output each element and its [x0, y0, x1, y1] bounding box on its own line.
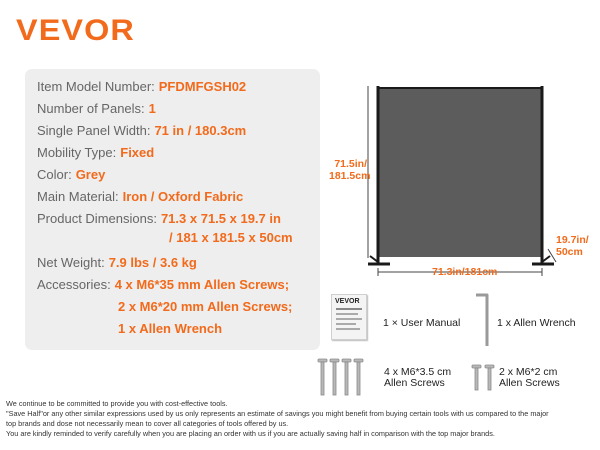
disclaimer-line: "Save Half"or any other similar expressions used by us only represents an estimate of savings you might benefit from buying certain tools with us compared to the major	[6, 409, 549, 418]
brand-logo: VEVOR	[16, 14, 135, 47]
spec-dimensions-metric: / 181 x 181.5 x 50cm	[169, 230, 293, 245]
depth-label-line1: 19.7in/	[556, 234, 589, 246]
user-manual-icon	[331, 294, 367, 340]
user-manual-label: 1 × User Manual	[383, 317, 461, 329]
short-screws-icon	[470, 364, 500, 392]
disclaimer-line: You are kindly reminded to verify carefully when you are placing an order with us if you are actually saving half in comparison with the top major brands.	[6, 429, 495, 438]
depth-label-line2: 50cm	[556, 246, 583, 258]
disclaimer-line: We continue to be committed to provide you with cost-effective tools.	[6, 399, 228, 408]
short-screws-line1: 2 x M6*2 cm	[499, 366, 558, 378]
spec-label: Main Material:	[37, 189, 119, 204]
long-screws-line1: 4 x M6*3.5 cm	[384, 366, 452, 378]
spec-label: Mobility Type:	[37, 145, 117, 160]
privacy-screen-icon	[368, 86, 554, 264]
short-screws-label	[499, 367, 560, 389]
long-screws-icon	[316, 358, 376, 398]
spec-label: Number of Panels:	[37, 101, 145, 116]
spec-value: Iron / Oxford Fabric	[122, 189, 244, 204]
spec-accessories-line3: 1 x Allen Wrench	[118, 321, 223, 336]
spec-label: Accessories:	[37, 277, 111, 292]
spec-value: 7.9 lbs / 3.6 kg	[108, 255, 197, 270]
spec-label: Product Dimensions:	[37, 211, 157, 226]
disclaimer	[6, 399, 598, 439]
allen-wrench-label: 1 x Allen Wrench	[497, 317, 576, 329]
short-screws-line2: Allen Screws	[499, 377, 560, 389]
allen-wrench-icon	[474, 292, 494, 348]
height-dimension-label	[329, 158, 371, 182]
spec-value: Grey	[75, 167, 106, 182]
depth-dimension-label	[556, 234, 589, 258]
long-screws-line2: Allen Screws	[384, 377, 445, 389]
spec-label: Single Panel Width:	[37, 123, 151, 138]
spec-label: Color:	[37, 167, 72, 182]
spec-label: Net Weight:	[37, 255, 105, 270]
spec-value: PFDMFGSH02	[158, 79, 247, 94]
width-dimension-label: 71.3in/181cm	[432, 266, 498, 278]
spec-value: 71.3 x 71.5 x 19.7 in	[160, 211, 281, 226]
spec-accessories-line2: 2 x M6*20 mm Allen Screws;	[118, 299, 293, 314]
spec-value: 71 in / 180.3cm	[154, 123, 247, 138]
long-screws-label	[384, 367, 451, 389]
spec-value: 4 x M6*35 mm Allen Screws;	[114, 277, 290, 292]
height-label-line2: 181.5cm	[329, 170, 371, 182]
manual-brand-text: VEVOR	[335, 298, 360, 305]
spec-value: Fixed	[120, 145, 155, 160]
spec-label: Item Model Number:	[37, 79, 155, 94]
disclaimer-line: top brands and dose not necessarily mean to cover all categories of tools offered by us.	[6, 419, 289, 428]
spec-value: 1	[148, 101, 156, 116]
height-label-line1: 71.5in/	[334, 158, 367, 170]
